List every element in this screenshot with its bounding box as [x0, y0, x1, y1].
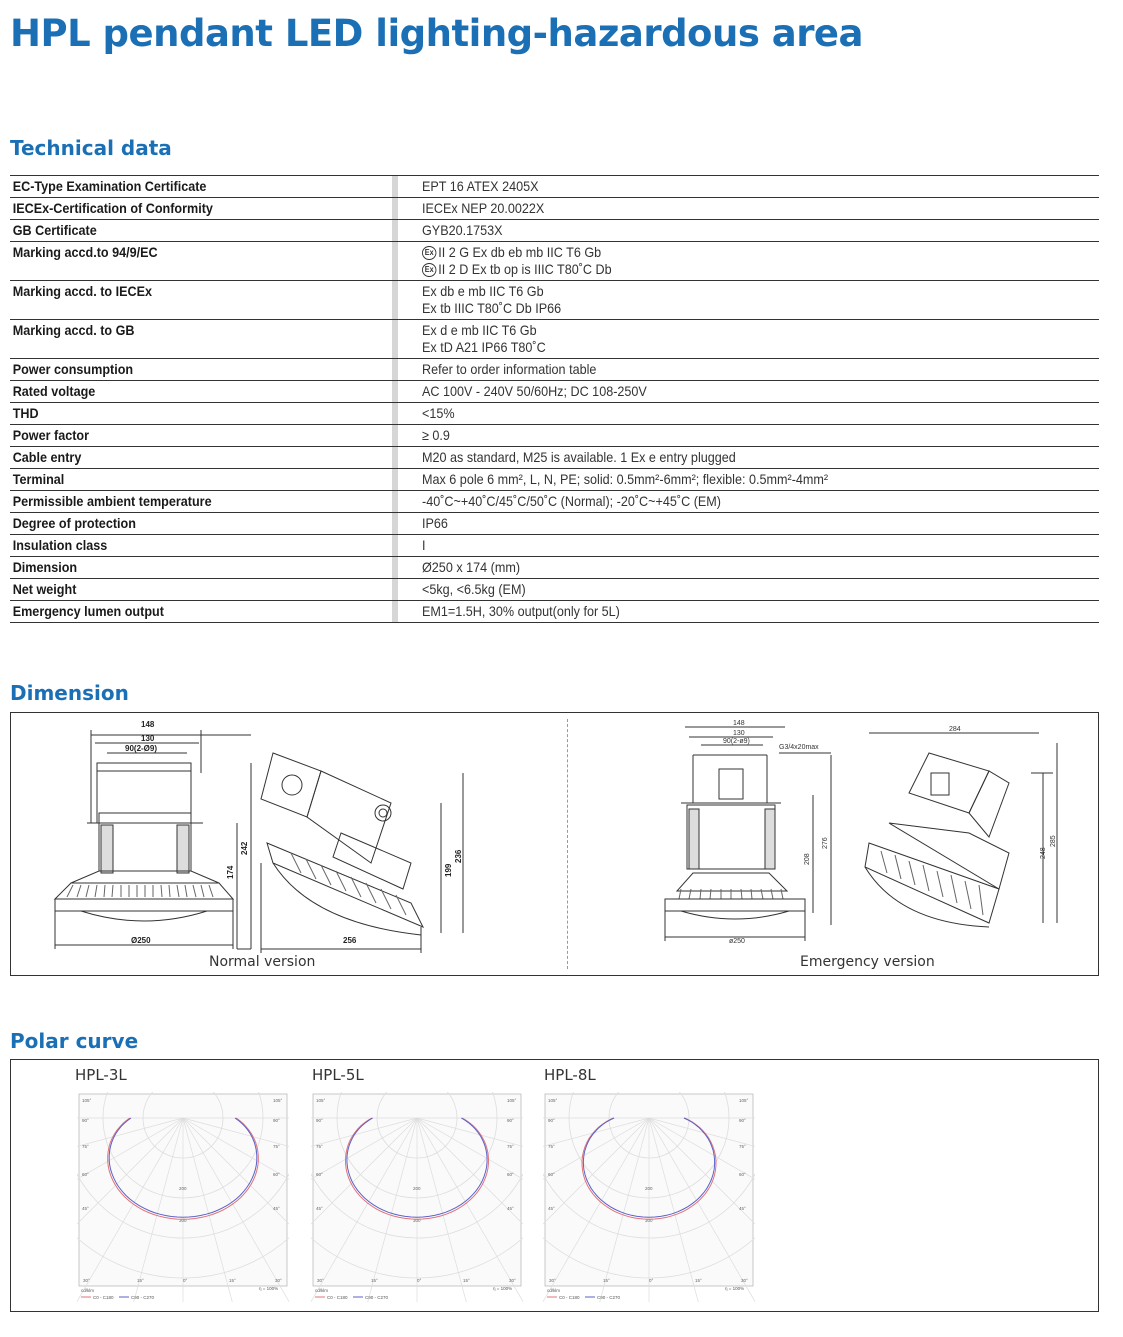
polar-angle-label: 15° [371, 1278, 378, 1283]
polar-angle-label: 60° [82, 1172, 89, 1177]
tech-row-label: Dimension [12, 559, 78, 575]
dim-em-276: 276 [822, 837, 829, 849]
tech-row-value-text: II 2 D Ex tb op is IIIC T80˚C Db [438, 261, 612, 277]
polar-angle-label: 105° [739, 1098, 749, 1103]
tech-row-value [422, 339, 1031, 356]
technical-data-heading: Technical data [10, 136, 172, 160]
tech-row-value [422, 537, 1031, 554]
polar-angle-label: 30° [549, 1278, 556, 1283]
tech-row [10, 557, 1099, 579]
tech-row-value-text: IECEx NEP 20.0022X [422, 200, 545, 216]
polar-angle-label: 60° [316, 1172, 323, 1177]
tech-row [10, 320, 1099, 359]
tech-row-separator [392, 220, 398, 241]
polar-unit-label: cd/klm [547, 1288, 561, 1293]
polar-angle-label: 15° [695, 1278, 702, 1283]
tech-row-separator [392, 359, 398, 380]
tech-row-value [422, 222, 1031, 239]
dimension-box [10, 712, 1099, 976]
page-title: HPL pendant LED lighting-hazardous area [10, 12, 863, 55]
tech-row-value [422, 405, 1031, 422]
polar-label-hpl-5l: HPL-5L [312, 1066, 364, 1084]
tech-row-values [422, 381, 1099, 402]
dim-em-130: 130 [733, 730, 745, 737]
tech-row-separator [392, 469, 398, 490]
polar-label-hpl-8l: HPL-8L [544, 1066, 596, 1084]
tech-row [10, 381, 1099, 403]
tech-row-value [422, 244, 1031, 261]
polar-angle-label: 90° [739, 1118, 746, 1123]
tech-row-separator [392, 320, 398, 358]
tech-row-value [422, 383, 1031, 400]
tech-row-label: Insulation class [12, 537, 108, 553]
tech-row-label: Net weight [12, 581, 77, 597]
polar-angle-label: 105° [82, 1098, 92, 1103]
tech-row-value-text: Ex db e mb IIC T6 Gb [422, 283, 544, 299]
polar-angle-label: 60° [507, 1172, 514, 1177]
dim-normal-90: 90(2-Ø9) [125, 744, 158, 753]
tech-row-value-text: <15% [422, 405, 455, 421]
tech-row-value [422, 322, 1031, 339]
dim-normal-250: Ø250 [131, 936, 151, 945]
dim-normal-256: 256 [343, 936, 357, 945]
polar-angle-label: 45° [548, 1206, 555, 1211]
tech-row-value [422, 178, 1031, 195]
normal-version-caption: Normal version [209, 954, 316, 970]
tech-row-separator [392, 557, 398, 578]
polar-angle-label: 45° [273, 1206, 280, 1211]
dim-em-285: 285 [1050, 835, 1057, 847]
tech-row-label: Power factor [12, 427, 90, 443]
tech-row-separator [392, 198, 398, 219]
polar-angle-label: 30° [509, 1278, 516, 1283]
tech-row-label: Emergency lumen output [12, 603, 164, 619]
dim-normal-148: 148 [141, 720, 155, 729]
tech-row-label: Permissible ambient temperature [12, 493, 212, 509]
tech-row-separator [392, 601, 398, 622]
tech-row [10, 447, 1099, 469]
ex-symbol-icon: Ex [422, 246, 436, 260]
tech-row [10, 403, 1099, 425]
tech-row-separator [392, 579, 398, 600]
ex-symbol-icon: Ex [422, 263, 436, 277]
tech-row [10, 198, 1099, 220]
tech-row [10, 513, 1099, 535]
dim-normal-199: 199 [444, 863, 453, 877]
polar-angle-label: 60° [548, 1172, 555, 1177]
tech-row-values [422, 535, 1099, 556]
tech-row-value [422, 581, 1031, 598]
tech-row-value-text: <5kg, <6.5kg (EM) [422, 581, 526, 597]
tech-row-value-text: Refer to order information table [422, 361, 597, 377]
tech-row-value-text: Ø250 x 174 (mm) [422, 559, 521, 575]
dim-normal-130: 130 [141, 734, 155, 743]
tech-row-label: Marking accd. to GB [12, 322, 135, 338]
polar-eta-label: η = 100% [493, 1286, 513, 1291]
polar-angle-label: 45° [316, 1206, 323, 1211]
tech-row-label: GB Certificate [12, 222, 97, 238]
polar-angle-label: 0° [649, 1278, 654, 1283]
tech-row-separator [392, 281, 398, 319]
dim-em-250: ø250 [729, 938, 745, 945]
tech-row-value [422, 361, 1031, 378]
tech-row-values [422, 176, 1099, 197]
tech-row [10, 220, 1099, 242]
polar-angle-label: 15° [137, 1278, 144, 1283]
tech-row-values [422, 557, 1099, 578]
polar-legend-c90: C90 - C270 [597, 1295, 621, 1300]
polar-chart-hpl-8l [543, 1092, 755, 1302]
tech-row [10, 359, 1099, 381]
emergency-version-drawing [569, 713, 1098, 975]
tech-row-value [422, 261, 1031, 278]
tech-row-value [422, 493, 1031, 510]
polar-angle-label: 60° [739, 1172, 746, 1177]
polar-angle-label: 105° [316, 1098, 326, 1103]
tech-row [10, 242, 1099, 281]
tech-row-values [422, 281, 1099, 319]
dimension-heading: Dimension [10, 681, 129, 705]
tech-row-value-text: Ex tb IIIC T80˚C Db IP66 [422, 300, 562, 316]
tech-row-separator [392, 176, 398, 197]
polar-unit-label: cd/klm [81, 1288, 95, 1293]
polar-eta-label: η = 100% [725, 1286, 745, 1291]
tech-row-values [422, 403, 1099, 424]
tech-row [10, 176, 1099, 198]
tech-row-value [422, 427, 1031, 444]
tech-row [10, 601, 1099, 623]
polar-legend-c0: C0 - C180 [327, 1295, 348, 1300]
tech-row-label: THD [12, 405, 39, 421]
tech-row-values [422, 198, 1099, 219]
polar-angle-label: 0° [417, 1278, 422, 1283]
polar-ring-label: 300 [179, 1218, 187, 1223]
dim-em-148: 148 [733, 720, 745, 727]
polar-angle-label: 105° [273, 1098, 283, 1103]
tech-row-separator [392, 535, 398, 556]
polar-angle-label: 90° [316, 1118, 323, 1123]
tech-row [10, 535, 1099, 557]
tech-row-value-text: ≥ 0.9 [422, 427, 450, 443]
tech-row-value-text: Max 6 pole 6 mm², L, N, PE; solid: 0.5mm²-6mm²; flexible: 0.5mm²-4mm² [422, 471, 829, 487]
tech-row-value [422, 515, 1031, 532]
technical-data-table [10, 175, 1099, 623]
polar-angle-label: 75° [507, 1144, 514, 1149]
polar-chart-hpl-3l [77, 1092, 289, 1302]
polar-ring-label: 200 [179, 1186, 187, 1191]
tech-row-label: Power consumption [12, 361, 134, 377]
polar-angle-label: 30° [83, 1278, 90, 1283]
tech-row [10, 469, 1099, 491]
tech-row [10, 425, 1099, 447]
polar-angle-label: 75° [316, 1144, 323, 1149]
tech-row-value-text: EM1=1.5H, 30% output(only for 5L) [422, 603, 620, 619]
polar-ring-label: 300 [645, 1218, 653, 1223]
polar-angle-label: 45° [82, 1206, 89, 1211]
polar-angle-label: 15° [463, 1278, 470, 1283]
tech-row-values [422, 491, 1099, 512]
tech-row-label: Terminal [12, 471, 65, 487]
dim-normal-236: 236 [454, 849, 463, 863]
polar-legend-c0: C0 - C180 [559, 1295, 580, 1300]
dim-em-208: 208 [804, 853, 811, 865]
polar-angle-label: 30° [317, 1278, 324, 1283]
emergency-version-caption: Emergency version [800, 954, 935, 970]
tech-row-value-text: -40˚C~+40˚C/45˚C/50˚C (Normal); -20˚C~+45˚C (EM) [422, 493, 721, 509]
normal-version-drawing [11, 713, 567, 975]
tech-row-values [422, 359, 1099, 380]
tech-row-values [422, 601, 1099, 622]
tech-row-separator [392, 403, 398, 424]
tech-row [10, 281, 1099, 320]
dim-normal-242: 242 [240, 841, 249, 855]
polar-angle-label: 45° [739, 1206, 746, 1211]
tech-row-value [422, 200, 1031, 217]
tech-row-value-text: II 2 G Ex db eb mb IIC T6 Gb [438, 244, 602, 260]
polar-angle-label: 0° [183, 1278, 188, 1283]
tech-row [10, 579, 1099, 601]
tech-row-value [422, 471, 1031, 488]
tech-row-label: Rated voltage [12, 383, 96, 399]
polar-angle-label: 15° [229, 1278, 236, 1283]
tech-row-values [422, 425, 1099, 446]
polar-legend-c0: C0 - C180 [93, 1295, 114, 1300]
tech-row-values [422, 469, 1099, 490]
tech-row-separator [392, 447, 398, 468]
tech-row-separator [392, 242, 398, 280]
tech-row-separator [392, 425, 398, 446]
polar-angle-label: 75° [82, 1144, 89, 1149]
polar-angle-label: 105° [507, 1098, 517, 1103]
polar-ring-label: 300 [413, 1218, 421, 1223]
tech-row-value-text: GYB20.1753X [422, 222, 503, 238]
tech-row-label: IECEx-Certification of Conformity [12, 200, 213, 216]
tech-row-value-text: I [422, 537, 426, 553]
polar-unit-label: cd/klm [315, 1288, 329, 1293]
polar-angle-label: 45° [507, 1206, 514, 1211]
tech-row-label: EC-Type Examination Certificate [12, 178, 207, 194]
polar-legend-c90: C90 - C270 [365, 1295, 389, 1300]
tech-row-value [422, 559, 1031, 576]
polar-angle-label: 75° [273, 1144, 280, 1149]
polar-angle-label: 30° [275, 1278, 282, 1283]
polar-angle-label: 90° [273, 1118, 280, 1123]
dim-em-thread: G3/4x20max [779, 744, 819, 751]
polar-curve-heading: Polar curve [10, 1029, 139, 1053]
polar-angle-label: 75° [739, 1144, 746, 1149]
polar-eta-label: η = 100% [259, 1286, 279, 1291]
tech-row-separator [392, 491, 398, 512]
dim-em-90: 90(2-ø9) [723, 738, 750, 745]
polar-chart-hpl-5l [311, 1092, 523, 1302]
tech-row-value [422, 283, 1031, 300]
polar-angle-label: 60° [273, 1172, 280, 1177]
polar-ring-label: 200 [413, 1186, 421, 1191]
tech-row-label: Marking accd. to IECEx [12, 283, 153, 299]
tech-row-value [422, 603, 1031, 620]
tech-row-label: Cable entry [12, 449, 82, 465]
tech-row-value-text: AC 100V - 240V 50/60Hz; DC 108-250V [422, 383, 647, 399]
tech-row-values [422, 447, 1099, 468]
tech-row-value-text: M20 as standard, M25 is available. 1 Ex e entry plugged [422, 449, 736, 465]
tech-row-values [422, 579, 1099, 600]
tech-row-values [422, 242, 1099, 280]
tech-row-separator [392, 513, 398, 534]
tech-row-separator [392, 381, 398, 402]
polar-angle-label: 30° [741, 1278, 748, 1283]
dim-em-248: 248 [1040, 847, 1047, 859]
tech-row [10, 491, 1099, 513]
dimension-divider [567, 719, 568, 969]
polar-label-hpl-3l: HPL-3L [75, 1066, 127, 1084]
polar-angle-label: 90° [548, 1118, 555, 1123]
polar-angle-label: 15° [603, 1278, 610, 1283]
dim-em-284: 284 [949, 726, 961, 733]
polar-angle-label: 90° [507, 1118, 514, 1123]
tech-row-value-text: Ex tD A21 IP66 T80˚C [422, 339, 546, 355]
dim-normal-174: 174 [226, 865, 235, 879]
tech-row-value [422, 300, 1031, 317]
tech-row-label: Degree of protection [12, 515, 136, 531]
tech-row-values [422, 220, 1099, 241]
polar-legend-c90: C90 - C270 [131, 1295, 155, 1300]
tech-row-value-text: Ex d e mb IIC T6 Gb [422, 322, 537, 338]
tech-row-values [422, 513, 1099, 534]
tech-row-label: Marking accd.to 94/9/EC [12, 244, 158, 260]
polar-ring-label: 200 [645, 1186, 653, 1191]
polar-angle-label: 105° [548, 1098, 558, 1103]
tech-row-values [422, 320, 1099, 358]
tech-row-value-text: EPT 16 ATEX 2405X [422, 178, 539, 194]
polar-angle-label: 90° [82, 1118, 89, 1123]
polar-angle-label: 75° [548, 1144, 555, 1149]
polar-curve-box [10, 1059, 1099, 1312]
tech-row-value-text: IP66 [422, 515, 448, 531]
tech-row-value [422, 449, 1031, 466]
